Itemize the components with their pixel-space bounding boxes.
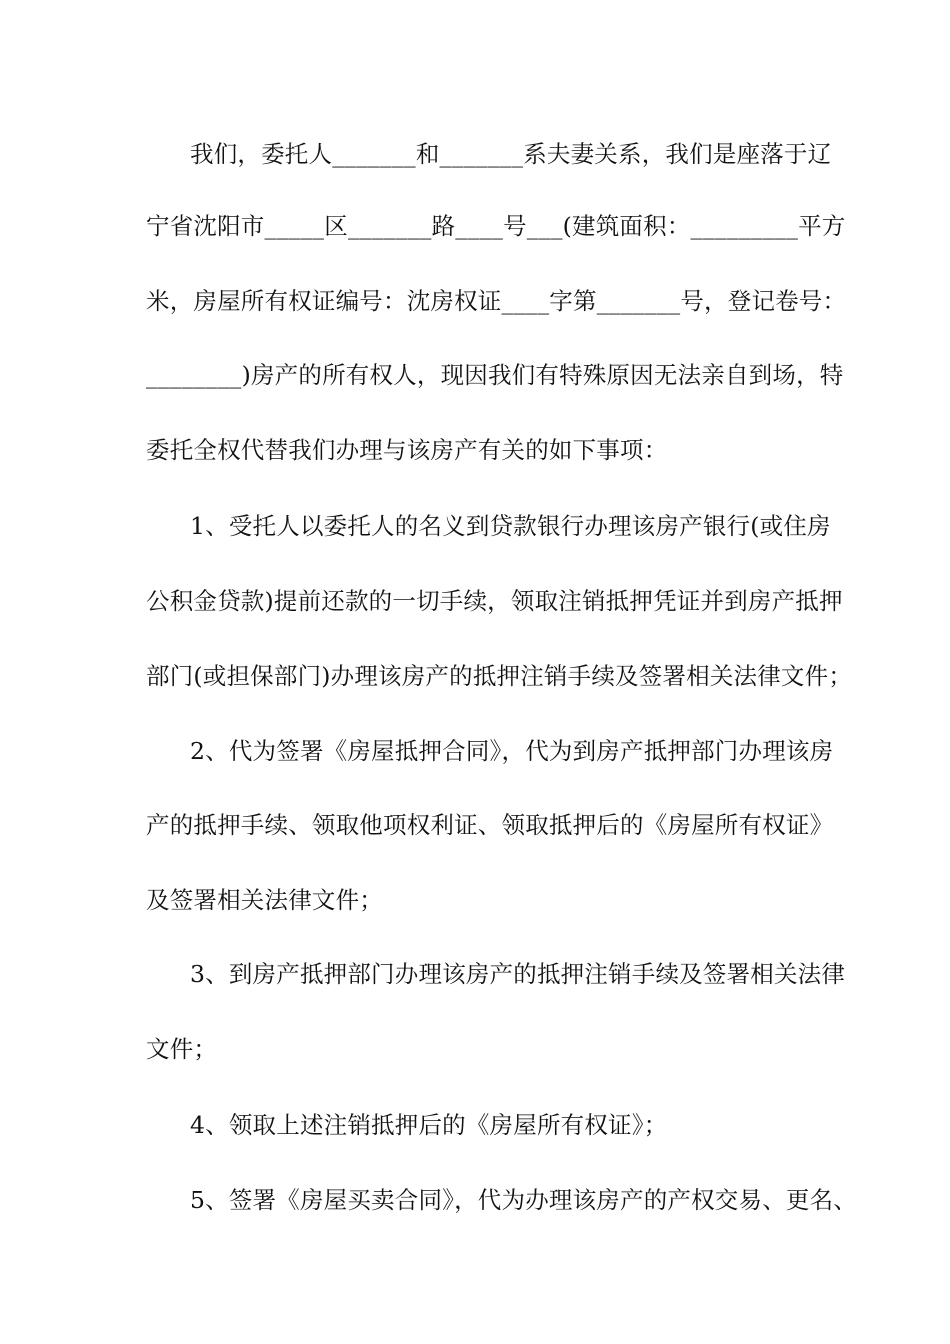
item-3-line-2: 文件； — [146, 1035, 218, 1063]
paragraph-intro-line-3: 米，房屋所有权证编号：沈房权证____字第_______号，登记卷号： — [146, 287, 847, 315]
item-2-line-1: 2、代为签署《房屋抵押合同》，代为到房产抵押部门办理该房 — [190, 737, 834, 765]
item-4-line-1: 4、领取上述注销抵押后的《房屋所有权证》； — [190, 1111, 668, 1139]
paragraph-intro-line-4: ________)房产的所有权人，现因我们有特殊原因无法亲自到场，特 — [146, 361, 844, 389]
item-1-line-2: 公积金贷款)提前还款的一切手续，领取注销抵押凭证并到房产抵押 — [146, 587, 843, 615]
paragraph-intro-line-1: 我们，委托人_______和_______系夫妻关系，我们是座落于辽 — [190, 140, 832, 168]
item-1-line-3: 部门(或担保部门)办理该房产的抵押注销手续及签署相关法律文件； — [146, 662, 853, 690]
item-2-line-3: 及签署相关法律文件； — [146, 886, 383, 914]
item-1-line-1: 1、受托人以委托人的名义到贷款银行办理该房产银行(或住房 — [190, 512, 831, 540]
item-5-line-1: 5、签署《房屋买卖合同》，代为办理该房产的产权交易、更名、 — [190, 1186, 858, 1214]
paragraph-intro-line-5: 委托全权代替我们办理与该房产有关的如下事项： — [146, 436, 668, 464]
item-3-line-1: 3、到房产抵押部门办理该房产的抵押注销手续及签署相关法律 — [190, 960, 846, 988]
paragraph-intro-line-2: 宁省沈阳市_____区_______路____号___(建筑面积：_________平方 — [146, 212, 846, 240]
item-2-line-2: 产的抵押手续、领取他项权利证、领取抵押后的《房屋所有权证》 — [146, 811, 834, 839]
